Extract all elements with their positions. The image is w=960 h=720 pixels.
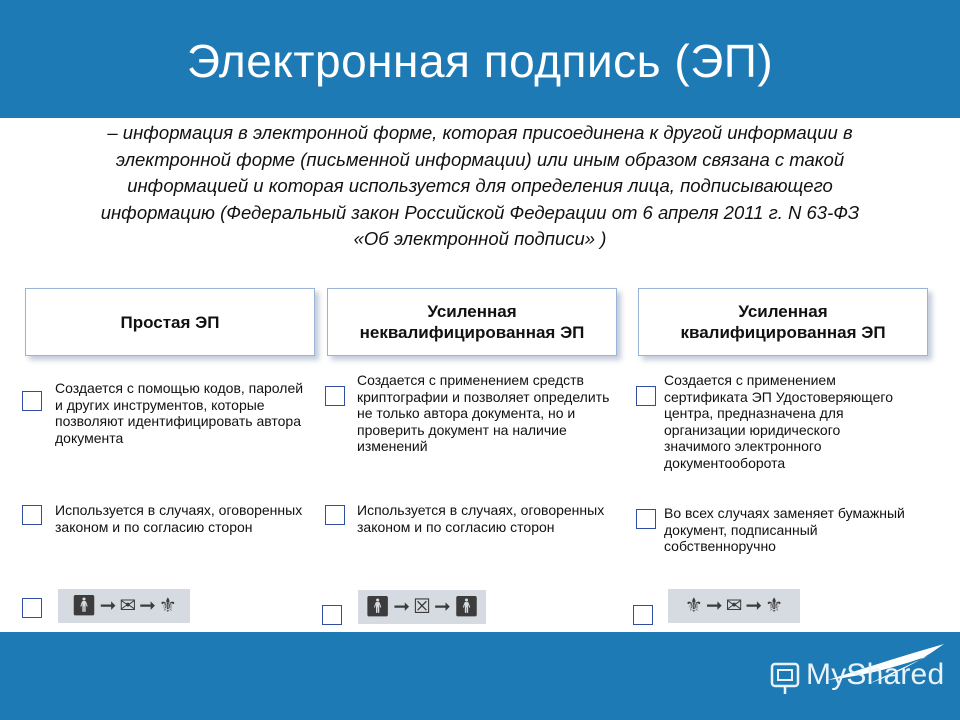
col2-item2-text: Используется в случаях, оговоренных законом и по согласию сторон <box>357 502 605 535</box>
coat-of-arms-icon: ⚜ <box>684 595 703 617</box>
arrow-right-icon: ➞ <box>393 596 411 618</box>
person-icon: 🚹︎ <box>364 596 391 618</box>
title-bar <box>0 0 960 118</box>
checkbox[interactable] <box>325 505 345 525</box>
checkbox[interactable] <box>636 386 656 406</box>
checkbox[interactable] <box>322 605 342 625</box>
person-icon: 🚹︎ <box>71 595 97 617</box>
slide-title: Электронная подпись (ЭП) <box>186 35 774 87</box>
checkbox[interactable] <box>22 505 42 525</box>
coat-of-arms-icon: ⚜ <box>158 595 177 617</box>
checkbox[interactable] <box>22 598 42 618</box>
header-line: Простая ЭП <box>120 312 220 332</box>
header-enhanced-unqualified-signature <box>327 288 617 356</box>
checkbox[interactable] <box>22 391 42 411</box>
header-enhanced-qualified-signature <box>638 288 928 356</box>
envelope-icon: ✉ <box>725 595 743 617</box>
arrow-right-icon: ➞ <box>745 595 763 617</box>
definition-text: – информация в электронной форме, которая присоединена к другой информации в электронной форме (письменной информации) или иным образом связана с такой информацией и которая используется для определения лица, подписывающего информацию (Федеральный закон Российской Федерации от 6 апреля 2011 г. N 63-ФЗ «Об электронной подписи» ) <box>100 122 860 249</box>
header-line: Усиленная <box>427 302 517 321</box>
header-line: Усиленная <box>738 302 828 321</box>
envelope-icon: ✉ <box>119 595 137 617</box>
header-line: неквалифицированная ЭП <box>359 323 585 342</box>
col3-item1-text: Создается с применением сертификата ЭП Удостоверяющего центра, предназначена для организации юридического значимого электронного документооборота <box>664 372 893 471</box>
col2-item1-text: Создается с применением средств криптографии и позволяет определить не только автора документа, но и проверить документ на наличие изменений <box>357 372 610 454</box>
col1-flow-icons <box>58 589 190 623</box>
col3-item2-text: Во всех случаях заменяет бумажный документ, подписанный собственноручно <box>664 505 905 554</box>
coat-of-arms-icon: ⚜ <box>765 595 784 617</box>
myshared-logo-text: MyShared <box>806 658 945 691</box>
col1-item2-text: Используется в случаях, оговоренных законом и по согласию сторон <box>55 502 303 535</box>
header-line: квалифицированная ЭП <box>680 323 886 342</box>
col3-flow-icons <box>668 589 800 623</box>
arrow-right-icon: ➞ <box>139 595 156 617</box>
col2-flow-icons <box>358 590 486 624</box>
person-icon: 🚹︎ <box>453 596 480 618</box>
sealed-envelope-icon: ☒ <box>413 596 431 618</box>
arrow-right-icon: ➞ <box>433 596 451 618</box>
arrow-right-icon: ➞ <box>705 595 723 617</box>
header-simple-signature <box>25 288 315 356</box>
checkbox[interactable] <box>636 509 656 529</box>
col1-item1-text: Создается с помощью кодов, паролей и других инструментов, которые позволяют идентифицировать автора документа <box>55 380 304 446</box>
checkbox[interactable] <box>325 386 345 406</box>
checkbox[interactable] <box>633 605 653 625</box>
arrow-right-icon: ➞ <box>99 595 117 617</box>
